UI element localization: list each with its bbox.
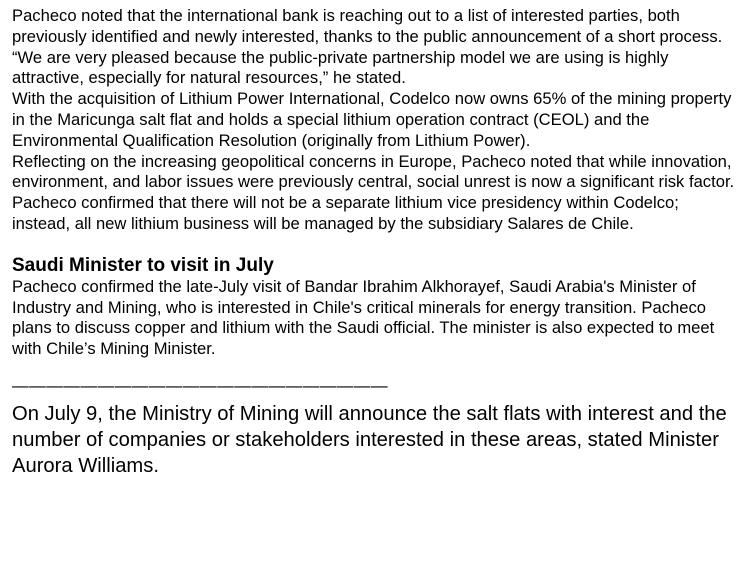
dash-divider: —————————————————————— (12, 375, 389, 395)
paragraph-saudi-visit: Pacheco confirmed the late-July visit of Bandar Ibrahim Alkhorayef, Saudi Arabia's Minister of Industry and Mining, who is interested in Chile's critical minerals for energy transition. Pacheco plans to discuss copper and lithium with the Saudi official. The minister is also expected to meet with Chile’s Mining Minister. (12, 276, 715, 359)
paragraph-geopolitical-concerns: Reflecting on the increasing geopolitical concerns in Europe, Pacheco noted that while innovation, environment, and labor issues were previously central, social unrest is now a significant risk factor. (12, 151, 735, 192)
paragraph-bank-outreach: Pacheco noted that the international bank is reaching out to a list of interested parties, both previously identified and newly interested, thanks to the public announcement of a short process. “We are very pleased because the public-private partnership model we are using is highly attractive, especially for natural resources,” he stated. (12, 6, 723, 88)
paragraph-lithium-power-acquisition: With the acquisition of Lithium Power International, Codelco now owns 65% of the mining property in the Maricunga salt flat and holds a special lithium operation contract (CEOL) and the Environmental Qualification Resolution (originally from Lithium Power). (12, 89, 732, 150)
paragraph-lithium-vice-presidency: Pacheco confirmed that there will not be a separate lithium vice presidency within Codelco; instead, all new lithium business will be managed by the subsidiary Salares de Chile. (12, 193, 679, 233)
paragraph-ministry-announcement: On July 9, the Ministry of Mining will announce the salt flats with interest and the number of companies or stakeholders interested in these areas, stated Minister Aurora Williams. (12, 402, 727, 477)
section-heading: Saudi Minister to visit in July (12, 254, 274, 276)
